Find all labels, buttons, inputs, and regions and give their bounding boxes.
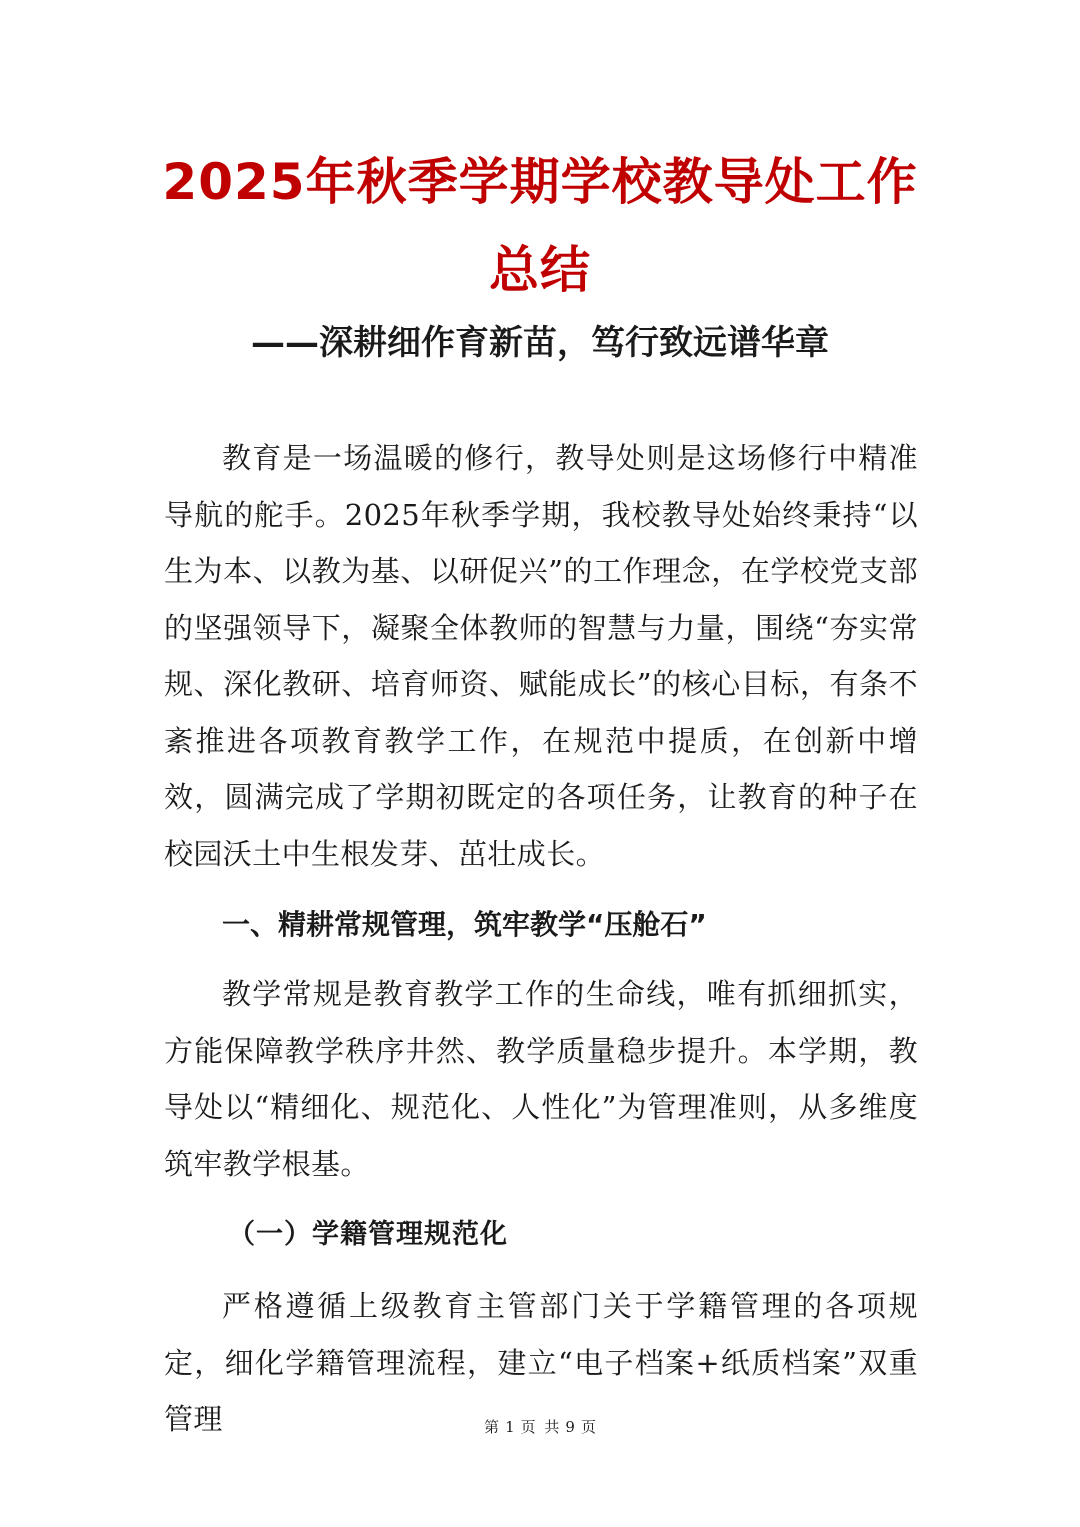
document-subtitle: ——深耕细作育新苗，笃行致远谱华章 <box>251 323 829 363</box>
footer-page-mid: 页 共 <box>520 1418 560 1436</box>
section-heading-1: 一、精耕常规管理，筑牢教学“压舱石” <box>222 908 707 941</box>
footer-page-number: 1 <box>505 1418 515 1436</box>
footer-total-pages: 9 <box>565 1418 575 1436</box>
footer-page-prefix: 第 <box>484 1418 500 1436</box>
subsection-heading-1: （一）学籍管理规范化 <box>228 1219 508 1250</box>
footer-page-suffix: 页 <box>580 1418 596 1436</box>
subsection-1-paragraph: 严格遵循上级教育主管部门关于学籍管理的各项规定，细化学籍管理流程，建立“电子档案+纸质档案”双重管理 <box>164 1289 918 1436</box>
document-title: 2025年秋季学期学校教导处工作总结 <box>162 153 918 299</box>
page-footer <box>0 1415 1080 1439</box>
intro-paragraph: 教育是一场温暖的修行，教导处则是这场修行中精准导航的舵手。2025年秋季学期，我校教导处始终秉持“以生为本、以教为基、以研促兴”的工作理念，在学校党支部的坚强领导下，凝聚全体教师的智慧与力量，围绕“夯实常规、深化教研、培育师资、赋能成长”的核心目标，有条不紊推进各项教育教学工作，在规范中提质，在创新中增效，圆满完成了学期初既定的各项任务，让教育的种子在校园沃土中生根发芽、茁壮成长。 <box>164 441 918 871</box>
section-1-paragraph: 教学常规是教育教学工作的生命线，唯有抓细抓实，方能保障教学秩序井然、教学质量稳步提升。本学期，教导处以“精细化、规范化、人性化”为管理准则，从多维度筑牢教学根基。 <box>164 977 918 1181</box>
